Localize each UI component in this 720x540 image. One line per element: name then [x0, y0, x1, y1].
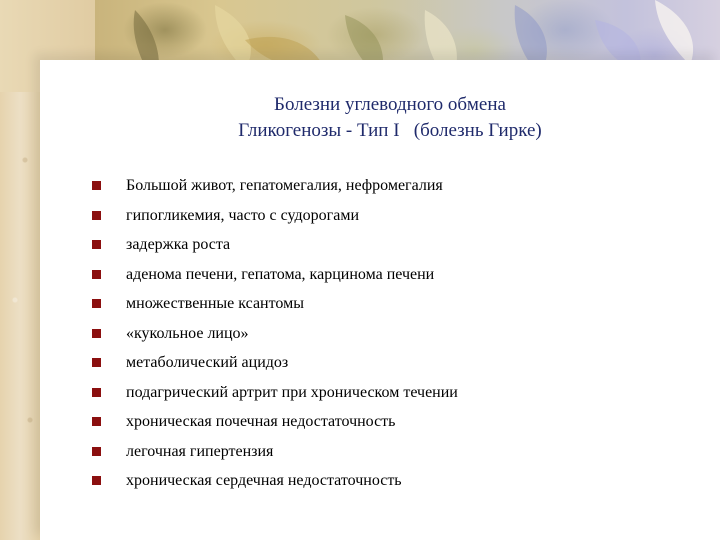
list-item — [92, 410, 692, 440]
list-item — [92, 233, 692, 263]
slide-title — [0, 92, 720, 144]
list-item-text: легочная гипертензия — [126, 442, 274, 460]
list-item — [92, 263, 692, 293]
list-item — [92, 322, 692, 352]
list-item — [92, 292, 692, 322]
square-bullet-icon — [92, 181, 101, 190]
slide-title-line2: Гликогенозы - Тип I (болезнь Гирке) — [238, 120, 542, 141]
list-item-text: «кукольное лицо» — [126, 324, 249, 342]
list-item — [92, 381, 692, 411]
list-item-text: хроническая сердечная недостаточность — [126, 472, 402, 489]
square-bullet-icon — [92, 388, 101, 397]
square-bullet-icon — [92, 476, 101, 485]
square-bullet-icon — [92, 358, 101, 367]
list-item — [92, 351, 692, 381]
bullet-list — [92, 174, 692, 499]
list-item-text: гипогликемия, часто с судорогами — [126, 206, 360, 224]
list-item — [92, 469, 692, 499]
square-bullet-icon — [92, 211, 101, 220]
square-bullet-icon — [92, 447, 101, 456]
list-item-text: задержка роста — [126, 236, 231, 253]
list-item — [92, 204, 692, 234]
slide-title-line1: Болезни углеводного обмена — [274, 94, 506, 115]
square-bullet-icon — [92, 329, 101, 338]
list-item-text: подагрический артрит при хроническом течении — [126, 383, 458, 401]
list-item-text: хроническая почечная недостаточность — [126, 413, 396, 430]
list-item — [92, 174, 692, 204]
list-item-text: аденома печени, гепатома, карцинома печени — [126, 265, 435, 283]
list-item-text: Большой живот, гепатомегалия, нефромегалия — [126, 177, 443, 194]
square-bullet-icon — [92, 240, 101, 249]
list-item — [92, 440, 692, 470]
list-item-text: метаболический ацидоз — [126, 354, 289, 371]
square-bullet-icon — [92, 270, 101, 279]
square-bullet-icon — [92, 299, 101, 308]
square-bullet-icon — [92, 417, 101, 426]
list-item-text: множественные ксантомы — [126, 295, 304, 312]
